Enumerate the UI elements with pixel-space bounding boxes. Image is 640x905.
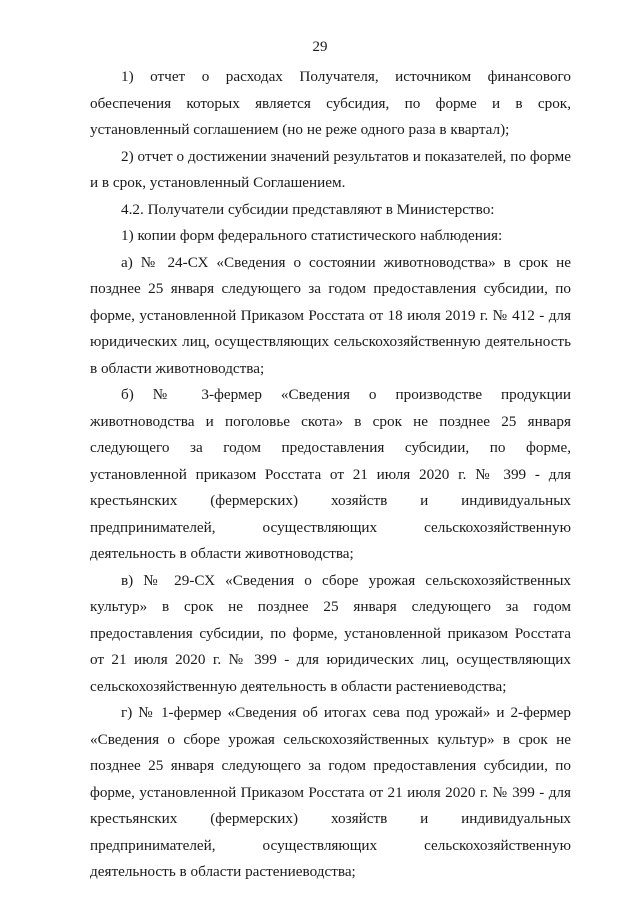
page-number: 29 <box>312 39 328 55</box>
document-body <box>90 64 571 886</box>
paragraph-form-1-2-fermer: г) № 1-фермер «Сведения об итогах сева под урожай» и 2-фермер «Сведения о сборе урожая сельскохозяйственных культур» в срок не позднее 25 января следующего за годом предоставления субсидии, по форме, установленной Приказом Росстата от 21 июля 2020 г. № 399 - для крестьянских (фермерских) хозяйств и индивидуальных предпринимателей, осуществляющих сельскохозяйственную деятельность в области растениеводства; <box>90 704 571 880</box>
paragraph-form-3-fermer: б) № 3-фермер «Сведения о производстве продукции животноводства и поголовье скота» в срок не позднее 25 января следующего за годом предоставления субсидии, по форме, установленной приказом Росстата от 21 июля 2020 г. № 399 - для крестьянских (фермерских) хозяйств и индивидуальных предпринимателей, осуществляющих сельскохозяйственную деятельность в области животноводства; <box>90 386 571 562</box>
paragraph-section-4-2: 4.2. Получатели субсидии представляют в Министерство: <box>121 200 495 218</box>
paragraph-form-24-sh: а) № 24-СХ «Сведения о состоянии животноводства» в срок не позднее 25 января следующего за годом предоставления субсидии, по форме, установленной Приказом Росстата от 18 июля 2019 г. № 412 - для юридических лиц, осуществляющих сельскохозяйственную деятельность в области животноводства; <box>90 253 571 377</box>
paragraph-report-expenses: 1) отчет о расходах Получателя, источником финансового обеспечения которых является субсидия, по форме и в срок, установленный соглашением (но не реже одного раза в квартал); <box>90 68 571 138</box>
paragraph-statistical-forms: 1) копии форм федерального статистического наблюдения: <box>121 227 503 244</box>
paragraph-form-29-sh: в) № 29-СХ «Сведения о сборе урожая сельскохозяйственных культур» в срок не позднее 25 января следующего за годом предоставления субсидии, по форме, установленной приказом Росстата от 21 июля 2020 г. № 399 - для юридических лиц, осуществляющих сельскохозяйственную деятельность в области растениеводства; <box>90 571 571 695</box>
paragraph-report-results: 2) отчет о достижении значений результатов и показателей, по форме и в срок, установленный Соглашением. <box>90 147 571 191</box>
